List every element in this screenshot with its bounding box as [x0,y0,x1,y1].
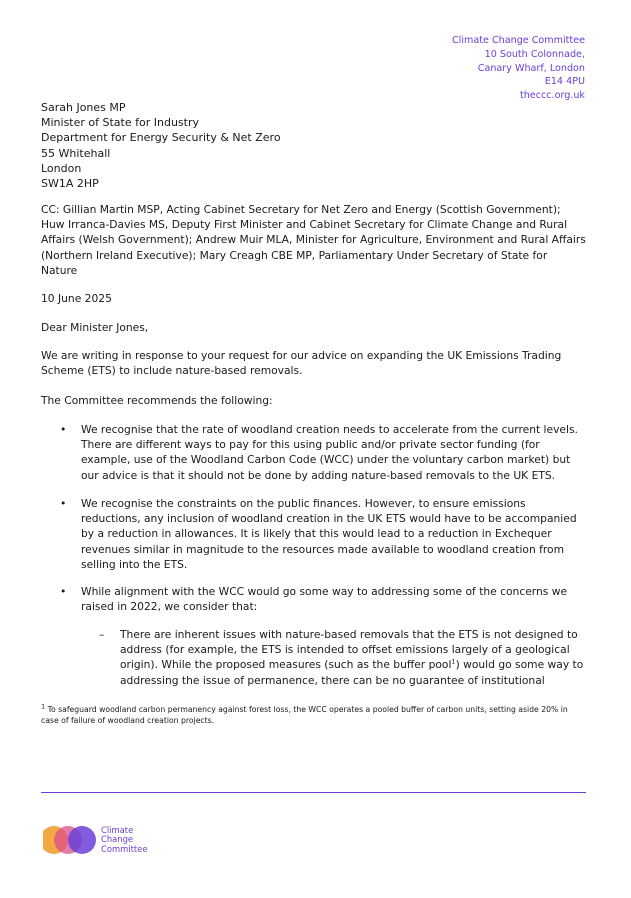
logo-line-2: Change [101,834,134,845]
footnote-reference[interactable]: 1 [451,657,456,666]
intro-paragraph: We are writing in response to your request for our advice on expanding the UK Emissions Trading Scheme (ETS) to include nature-based removals. [41,349,562,378]
cc-list: CC: Gillian Martin MSP, Acting Cabinet Secretary for Net Zero and Energy (Scottish Government); Huw Irranca-Davies MS, Deputy First Minister and Cabinet Secretary for Climate Change and Rural Affairs (Welsh Government); Andrew Muir MLA, Minister for Agriculture, Environment and Rural Affairs (Northern Ireland Executive); Mary Creagh CBE MP, Parliamentary Under Secretary of State for Nature [41,203,586,277]
footnote [41,702,586,726]
bullet-marker: • [60,423,67,436]
sender-line2: Canary Wharf, London [477,62,585,74]
ccc-logo-icon [40,820,100,860]
recipient-city: London [41,161,82,175]
bullet-text: We recognise that the rate of woodland creation needs to accelerate from the current levels. There are different ways to pay for this using public and/or private sector funding (for example, use of the Woodland Carbon Code (WCC) under the voluntary carbon market) but our advice is that it should not be done by adding nature-based removals to the UK ETS. [81,423,578,482]
sender-website[interactable]: theccc.org.uk [519,90,585,102]
letter-date: 10 June 2025 [41,292,112,305]
recipient-address [41,100,281,191]
bullet-text: We recognise the constraints on the public finances. However, to ensure emissions reductions, any inclusion of woodland creation in the UK ETS would have to be accompanied by a reduction in allowances. It is likely that this would lead to a reduction in Exchequer revenues similar in magnitude to the resources made available to woodland creation from selling into the ETS. [81,497,577,571]
logo-line-1: Climate [101,825,134,835]
logo-line-3: Committee [101,843,148,854]
bullet-marker: • [60,497,67,510]
footnote-marker: 1 [41,702,46,711]
bullet-item [60,496,586,572]
bullet-marker: • [60,585,67,598]
footnote-text: To safeguard woodland carbon permanency against forest loss, the WCC operates a pooled buffer of carbon units, setting aside 20% in case of failure of woodland creation projects. [41,705,568,725]
ccc-logo [40,820,180,860]
recipient-name: Sarah Jones MP [41,101,126,114]
sub-bullet-marker: – [99,628,105,641]
sender-line3: E14 4PU [544,76,585,88]
logo-wordmark [101,826,148,854]
sender-name: Climate Change Committee [451,35,585,46]
sub-bullet-item [99,627,586,688]
bullet-item [60,584,586,614]
recipient-role: Minister of State for Industry [41,116,199,130]
recommendations-lead: The Committee recommends the following: [41,394,273,407]
bullet-text: While alignment with the WCC would go some way to addressing some of the concerns we raised in 2022, we consider that: [81,585,568,614]
sub-bullet-text-after: ) would go some way to addressing the issue of permanence, there can be no guarantee of institutional [120,658,584,687]
sender-address [452,34,585,103]
recipient-postcode: SW1A 2HP [41,177,99,191]
sender-line1: 10 South Colonnade, [484,48,585,60]
salutation: Dear Minister Jones, [41,321,149,334]
bullet-item [60,422,586,483]
recipient-department: Department for Energy Security & Net Zero [41,131,281,145]
recipient-street: 55 Whitehall [41,146,111,160]
sub-bullet-text-before: There are inherent issues with nature-based removals that the ETS is not designed to address (for example, the ETS is intended to offset emissions largely of a geological origin). While the proposed measures (such as the buffer pool [120,628,578,672]
footer-divider [41,792,586,793]
